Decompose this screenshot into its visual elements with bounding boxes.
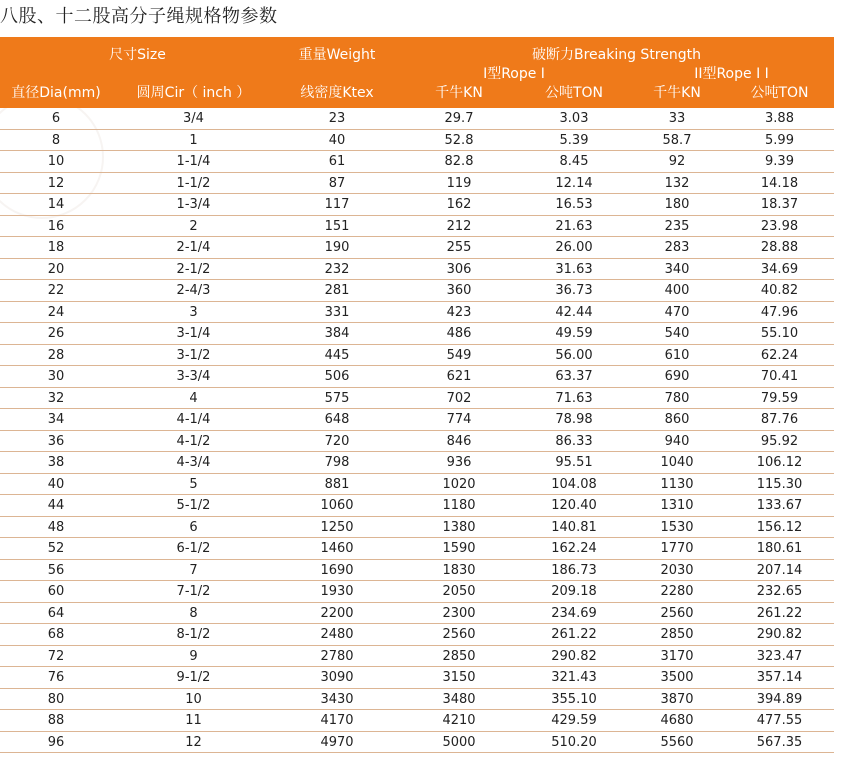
rope2-kn-cell: 940 bbox=[664, 433, 690, 449]
table-row bbox=[0, 259, 834, 281]
rope2-kn-cell: 1130 bbox=[660, 476, 694, 492]
rope1-kn-cell: 5000 bbox=[442, 734, 476, 750]
rope1-ton-cell: 86.33 bbox=[555, 433, 593, 449]
rope1-ton-cell: 5.39 bbox=[559, 132, 589, 148]
circumference-cell: 2-4/3 bbox=[176, 283, 211, 298]
rope2-kn-cell: 4680 bbox=[660, 713, 694, 728]
circumference-cell: 2-1/2 bbox=[176, 261, 211, 277]
rope2-kn-cell: 92 bbox=[668, 154, 686, 169]
density-cell: 1930 bbox=[320, 584, 354, 599]
circumference-cell: 6 bbox=[189, 519, 198, 535]
rope1-ton-cell: 261.22 bbox=[551, 627, 597, 642]
rope2-ton-cell: 14.18 bbox=[760, 175, 799, 191]
rope1-ton-cell: 234.69 bbox=[551, 605, 597, 621]
page-title: 八股、十二股高分子绳规格物参数 bbox=[0, 6, 278, 27]
rope2-ton-cell: 357.14 bbox=[756, 670, 803, 685]
rope2-ton-cell: 477.55 bbox=[756, 713, 803, 728]
circumference-cell: 12 bbox=[185, 734, 202, 750]
rope2-ton-cell: 207.14 bbox=[756, 562, 803, 578]
diameter-cell: 28 bbox=[47, 347, 65, 363]
rope2-ton-cell: 115.30 bbox=[756, 476, 803, 492]
circumference-cell: 11 bbox=[185, 713, 202, 728]
header-density: 线密度Ktex bbox=[300, 85, 374, 101]
rope2-kn-cell: 58.7 bbox=[662, 132, 692, 148]
rope1-kn-cell: 82.8 bbox=[444, 154, 474, 169]
rope1-ton-cell: 71.63 bbox=[555, 390, 593, 406]
header-kn-2: 千牛KN bbox=[653, 85, 701, 101]
table-row bbox=[0, 151, 834, 173]
circumference-cell: 1 bbox=[189, 132, 198, 148]
rope1-kn-cell: 1830 bbox=[442, 562, 476, 578]
rope1-kn-cell: 774 bbox=[446, 412, 472, 427]
circumference-cell: 2 bbox=[189, 218, 198, 234]
rope1-kn-cell: 1020 bbox=[442, 476, 476, 492]
diameter-cell: 44 bbox=[47, 498, 65, 513]
density-cell: 3090 bbox=[320, 670, 354, 685]
circumference-cell: 3-1/2 bbox=[176, 347, 211, 363]
table-row bbox=[0, 732, 834, 754]
rope2-ton-cell: 261.22 bbox=[756, 605, 803, 621]
rope2-kn-cell: 283 bbox=[664, 240, 690, 255]
circumference-cell: 4-3/4 bbox=[176, 455, 211, 470]
density-cell: 1690 bbox=[320, 562, 354, 578]
rope1-ton-cell: 355.10 bbox=[551, 691, 597, 707]
density-cell: 445 bbox=[324, 347, 350, 363]
rope2-ton-cell: 28.88 bbox=[760, 240, 799, 255]
diameter-cell: 72 bbox=[47, 648, 65, 664]
header-ton-1: 公吨TON bbox=[544, 85, 604, 101]
rope1-ton-cell: 63.37 bbox=[555, 369, 593, 384]
rope2-ton-cell: 106.12 bbox=[756, 455, 803, 470]
circumference-cell: 9 bbox=[189, 648, 198, 664]
circumference-cell: 3 bbox=[189, 304, 198, 320]
table-body bbox=[0, 108, 834, 753]
circumference-cell: 6-1/2 bbox=[176, 541, 211, 556]
rope2-ton-cell: 323.47 bbox=[756, 648, 803, 664]
rope1-ton-cell: 26.00 bbox=[555, 240, 593, 255]
rope2-kn-cell: 33 bbox=[668, 111, 686, 126]
circumference-cell: 7 bbox=[189, 562, 198, 578]
header-cir: 圆周Cir（ inch ） bbox=[136, 85, 251, 101]
rope1-kn-cell: 4210 bbox=[442, 713, 476, 728]
rope2-ton-cell: 47.96 bbox=[760, 304, 799, 320]
diameter-cell: 22 bbox=[47, 283, 65, 298]
rope2-ton-cell: 180.61 bbox=[756, 541, 803, 556]
density-cell: 1250 bbox=[320, 519, 354, 535]
density-cell: 1460 bbox=[320, 541, 354, 556]
rope2-ton-cell: 40.82 bbox=[760, 283, 799, 298]
rope1-kn-cell: 2300 bbox=[442, 605, 476, 621]
circumference-cell: 4 bbox=[189, 390, 198, 406]
table-row bbox=[0, 302, 834, 324]
rope2-kn-cell: 3500 bbox=[660, 670, 694, 685]
table-row bbox=[0, 624, 834, 646]
density-cell: 1060 bbox=[320, 498, 354, 513]
rope2-kn-cell: 1040 bbox=[660, 455, 694, 470]
density-cell: 331 bbox=[324, 304, 350, 320]
rope1-ton-cell: 162.24 bbox=[551, 541, 597, 556]
rope2-ton-cell: 34.69 bbox=[760, 261, 799, 277]
header-size: 尺寸Size bbox=[109, 47, 166, 63]
rope1-ton-cell: 209.18 bbox=[551, 584, 597, 599]
rope1-ton-cell: 21.63 bbox=[555, 218, 593, 234]
rope2-ton-cell: 23.98 bbox=[760, 218, 799, 234]
rope2-ton-cell: 62.24 bbox=[760, 347, 799, 363]
rope2-ton-cell: 567.35 bbox=[756, 734, 803, 750]
rope2-ton-cell: 18.37 bbox=[760, 197, 799, 212]
header-rope-2: II型Rope I I bbox=[694, 66, 769, 82]
circumference-cell: 1-1/2 bbox=[176, 175, 211, 191]
table-row bbox=[0, 646, 834, 668]
diameter-cell: 36 bbox=[47, 433, 65, 449]
header-dia: 直径Dia(mm) bbox=[11, 85, 101, 101]
density-cell: 506 bbox=[324, 369, 350, 384]
table-row bbox=[0, 431, 834, 453]
rope2-kn-cell: 1530 bbox=[660, 519, 694, 535]
density-cell: 2480 bbox=[320, 627, 354, 642]
density-cell: 3430 bbox=[320, 691, 354, 707]
table-row bbox=[0, 216, 834, 238]
density-cell: 2200 bbox=[320, 605, 354, 621]
diameter-cell: 12 bbox=[47, 175, 65, 191]
diameter-cell: 80 bbox=[47, 691, 65, 707]
circumference-cell: 8 bbox=[189, 605, 198, 621]
table-row bbox=[0, 474, 834, 496]
rope2-kn-cell: 1770 bbox=[660, 541, 694, 556]
header-weight: 重量Weight bbox=[298, 47, 376, 63]
circumference-cell: 10 bbox=[185, 691, 202, 707]
rope2-kn-cell: 2280 bbox=[660, 584, 694, 599]
header-kn-1: 千牛KN bbox=[435, 85, 483, 101]
rope2-kn-cell: 340 bbox=[664, 261, 690, 277]
rope1-kn-cell: 29.7 bbox=[444, 111, 474, 126]
circumference-cell: 7-1/2 bbox=[176, 584, 211, 599]
diameter-cell: 64 bbox=[47, 605, 65, 621]
table-row bbox=[0, 280, 834, 302]
diameter-cell: 34 bbox=[47, 412, 65, 427]
rope1-ton-cell: 56.00 bbox=[555, 347, 593, 363]
rope1-ton-cell: 78.98 bbox=[555, 412, 593, 427]
density-cell: 4970 bbox=[320, 734, 354, 750]
rope1-kn-cell: 846 bbox=[446, 433, 472, 449]
rope1-ton-cell: 42.44 bbox=[555, 304, 593, 320]
rope1-kn-cell: 3150 bbox=[442, 670, 476, 685]
header-ton-2: 公吨TON bbox=[750, 85, 809, 101]
rope1-kn-cell: 2560 bbox=[442, 627, 476, 642]
density-cell: 190 bbox=[324, 240, 350, 255]
circumference-cell: 9-1/2 bbox=[176, 670, 211, 685]
header-breaking-strength: 破断力Breaking Strength bbox=[531, 47, 701, 63]
diameter-cell: 18 bbox=[47, 240, 65, 255]
circumference-cell: 8-1/2 bbox=[176, 627, 211, 642]
diameter-cell: 40 bbox=[47, 476, 65, 492]
rope1-kn-cell: 52.8 bbox=[444, 132, 474, 148]
diameter-cell: 32 bbox=[47, 390, 65, 406]
density-cell: 2780 bbox=[320, 648, 354, 664]
rope1-ton-cell: 321.43 bbox=[551, 670, 597, 685]
rope1-kn-cell: 1180 bbox=[442, 498, 476, 513]
table-row bbox=[0, 323, 834, 345]
circumference-cell: 2-1/4 bbox=[176, 240, 211, 255]
table-row bbox=[0, 710, 834, 732]
diameter-cell: 24 bbox=[47, 304, 65, 320]
rope2-ton-cell: 9.39 bbox=[765, 154, 794, 169]
rope1-kn-cell: 119 bbox=[446, 175, 472, 191]
rope1-kn-cell: 936 bbox=[446, 455, 472, 470]
rope2-ton-cell: 394.89 bbox=[756, 691, 803, 707]
rope1-ton-cell: 429.59 bbox=[551, 713, 597, 728]
rope1-kn-cell: 1380 bbox=[442, 519, 476, 535]
table-row bbox=[0, 581, 834, 603]
rope1-kn-cell: 360 bbox=[446, 283, 472, 298]
density-cell: 151 bbox=[324, 218, 350, 234]
circumference-cell: 3/4 bbox=[183, 111, 204, 126]
rope2-ton-cell: 5.99 bbox=[765, 132, 794, 148]
density-cell: 4170 bbox=[320, 713, 354, 728]
density-cell: 281 bbox=[324, 283, 350, 298]
density-cell: 881 bbox=[324, 476, 350, 492]
table-row bbox=[0, 560, 834, 582]
density-cell: 720 bbox=[324, 433, 350, 449]
diameter-cell: 96 bbox=[47, 734, 65, 750]
diameter-cell: 56 bbox=[47, 562, 65, 578]
diameter-cell: 48 bbox=[47, 519, 65, 535]
diameter-cell: 60 bbox=[47, 584, 65, 599]
rope1-kn-cell: 212 bbox=[446, 218, 472, 234]
diameter-cell: 8 bbox=[51, 132, 61, 148]
diameter-cell: 52 bbox=[47, 541, 65, 556]
rope2-kn-cell: 1310 bbox=[660, 498, 694, 513]
rope2-ton-cell: 156.12 bbox=[756, 519, 803, 535]
table-row bbox=[0, 388, 834, 410]
circumference-cell: 3-1/4 bbox=[176, 326, 211, 341]
rope2-kn-cell: 235 bbox=[664, 218, 690, 234]
rope2-ton-cell: 55.10 bbox=[760, 326, 799, 341]
rope1-ton-cell: 36.73 bbox=[555, 283, 593, 298]
table-row bbox=[0, 173, 834, 195]
rope1-kn-cell: 3480 bbox=[442, 691, 476, 707]
rope1-kn-cell: 2850 bbox=[442, 648, 476, 664]
rope2-kn-cell: 132 bbox=[664, 175, 690, 191]
rope1-kn-cell: 162 bbox=[446, 197, 472, 212]
rope2-kn-cell: 540 bbox=[664, 326, 690, 341]
density-cell: 23 bbox=[328, 111, 346, 126]
circumference-cell: 5-1/2 bbox=[176, 498, 211, 513]
rope1-ton-cell: 186.73 bbox=[551, 562, 597, 578]
density-cell: 575 bbox=[324, 390, 350, 406]
rope2-kn-cell: 610 bbox=[664, 347, 690, 363]
circumference-cell: 4-1/4 bbox=[176, 412, 211, 427]
density-cell: 232 bbox=[324, 261, 350, 277]
rope1-ton-cell: 12.14 bbox=[555, 175, 593, 191]
rope1-kn-cell: 702 bbox=[446, 390, 472, 406]
density-cell: 798 bbox=[324, 455, 350, 470]
rope1-kn-cell: 306 bbox=[446, 261, 472, 277]
rope1-kn-cell: 1590 bbox=[442, 541, 476, 556]
rope1-ton-cell: 16.53 bbox=[555, 197, 593, 212]
rope1-ton-cell: 49.59 bbox=[555, 326, 593, 341]
rope1-ton-cell: 290.82 bbox=[551, 648, 597, 664]
table-row bbox=[0, 409, 834, 431]
rope2-kn-cell: 860 bbox=[664, 412, 690, 427]
table-row bbox=[0, 108, 834, 130]
rope2-kn-cell: 400 bbox=[664, 283, 690, 298]
rope1-ton-cell: 95.51 bbox=[555, 455, 593, 470]
rope2-kn-cell: 690 bbox=[664, 369, 690, 384]
density-cell: 61 bbox=[328, 154, 346, 169]
rope2-kn-cell: 2850 bbox=[660, 627, 694, 642]
circumference-cell: 5 bbox=[189, 476, 198, 492]
table-row bbox=[0, 517, 834, 539]
rope1-kn-cell: 255 bbox=[446, 240, 472, 255]
rope1-ton-cell: 8.45 bbox=[559, 154, 589, 169]
density-cell: 40 bbox=[328, 132, 346, 148]
circumference-cell: 3-3/4 bbox=[176, 369, 211, 384]
rope1-ton-cell: 104.08 bbox=[551, 476, 597, 492]
rope1-ton-cell: 31.63 bbox=[555, 261, 593, 277]
header-rope-1: I型Rope I bbox=[483, 66, 545, 82]
rope1-kn-cell: 486 bbox=[446, 326, 472, 341]
table-row bbox=[0, 345, 834, 367]
rope2-kn-cell: 780 bbox=[664, 390, 690, 406]
table-row bbox=[0, 130, 834, 152]
density-cell: 384 bbox=[324, 326, 350, 341]
diameter-cell: 30 bbox=[47, 369, 65, 384]
diameter-cell: 76 bbox=[47, 670, 65, 685]
table-row bbox=[0, 667, 834, 689]
table-row bbox=[0, 689, 834, 711]
rope1-kn-cell: 621 bbox=[446, 369, 472, 384]
circumference-cell: 1-1/4 bbox=[176, 154, 211, 169]
rope2-kn-cell: 180 bbox=[664, 197, 690, 212]
diameter-cell: 38 bbox=[47, 455, 65, 470]
density-cell: 648 bbox=[324, 412, 350, 427]
rope2-kn-cell: 3870 bbox=[660, 691, 694, 707]
rope2-kn-cell: 5560 bbox=[660, 734, 694, 750]
table-row bbox=[0, 366, 834, 388]
rope1-kn-cell: 2050 bbox=[442, 584, 476, 599]
rope1-ton-cell: 510.20 bbox=[551, 734, 597, 750]
diameter-cell: 16 bbox=[47, 218, 65, 234]
rope1-kn-cell: 423 bbox=[446, 304, 472, 320]
rope2-kn-cell: 2030 bbox=[660, 562, 694, 578]
table-row bbox=[0, 194, 834, 216]
diameter-cell: 14 bbox=[47, 197, 65, 212]
table-row bbox=[0, 452, 834, 474]
table-row bbox=[0, 603, 834, 625]
rope2-ton-cell: 3.88 bbox=[765, 111, 794, 126]
diameter-cell: 6 bbox=[51, 111, 61, 126]
table-header bbox=[0, 37, 834, 108]
density-cell: 117 bbox=[324, 197, 350, 212]
rope2-ton-cell: 290.82 bbox=[756, 627, 803, 642]
rope2-ton-cell: 133.67 bbox=[756, 498, 803, 513]
table-row bbox=[0, 237, 834, 259]
rope1-ton-cell: 3.03 bbox=[559, 111, 589, 126]
rope2-ton-cell: 79.59 bbox=[760, 390, 799, 406]
diameter-cell: 10 bbox=[47, 154, 65, 169]
rope1-ton-cell: 140.81 bbox=[551, 519, 597, 535]
rope2-ton-cell: 87.76 bbox=[760, 412, 799, 427]
diameter-cell: 20 bbox=[47, 261, 65, 277]
table-row bbox=[0, 538, 834, 560]
rope2-ton-cell: 95.92 bbox=[760, 433, 799, 449]
rope2-kn-cell: 470 bbox=[664, 304, 690, 320]
diameter-cell: 68 bbox=[47, 627, 65, 642]
rope2-kn-cell: 3170 bbox=[660, 648, 694, 664]
table-row bbox=[0, 495, 834, 517]
circumference-cell: 4-1/2 bbox=[176, 433, 211, 449]
rope2-ton-cell: 232.65 bbox=[756, 584, 803, 599]
circumference-cell: 1-3/4 bbox=[176, 197, 211, 212]
diameter-cell: 26 bbox=[47, 326, 65, 341]
rope1-ton-cell: 120.40 bbox=[551, 498, 597, 513]
rope1-kn-cell: 549 bbox=[446, 347, 472, 363]
density-cell: 87 bbox=[328, 175, 346, 191]
rope2-kn-cell: 2560 bbox=[660, 605, 694, 621]
diameter-cell: 88 bbox=[47, 713, 65, 728]
rope2-ton-cell: 70.41 bbox=[760, 369, 799, 384]
